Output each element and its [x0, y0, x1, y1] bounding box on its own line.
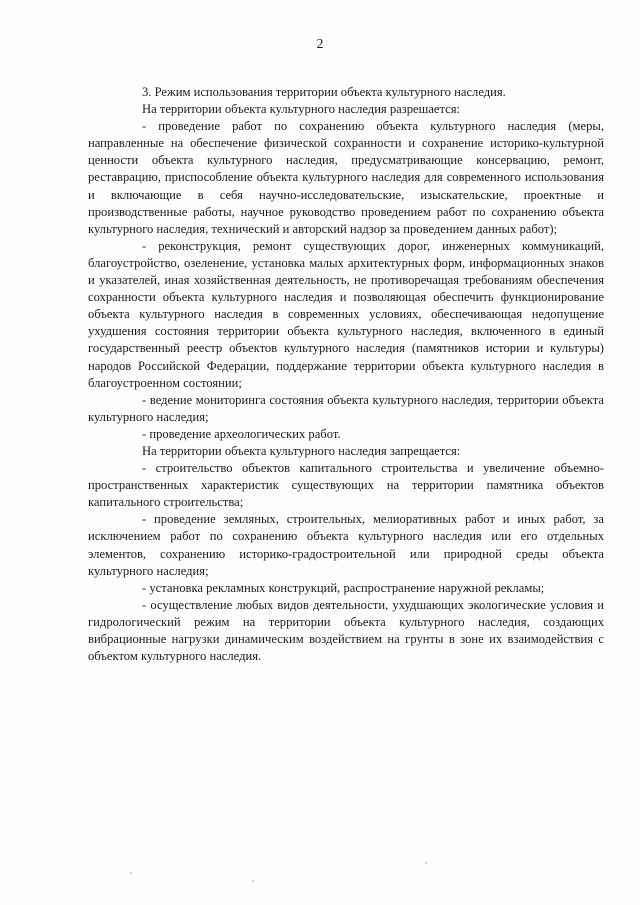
section-heading: 3. Режим использования территории объекта культурного наследия.: [142, 85, 506, 99]
scan-speck: [130, 872, 132, 874]
allowed-item: - ведение мониторинга состояния объекта культурного наследия, территории объекта культурного наследия;: [88, 392, 604, 424]
prohibited-item: - проведение земляных, строительных, мелиоративных работ и иных работ, за исключением работ по сохранению объекта культурного наследия или его отдельных элементов, сохранению историко-градостроительной или природной среды объекта культурного наследия;: [88, 512, 604, 578]
allowed-item: - проведение работ по сохранению объекта культурного наследия (меры, направленные на обеспечение физической сохранности и сохранение историко-культурной ценности объекта культурного наследия, предусматривающие консервацию, ремонт, реставрацию, приспособление объекта культурного наследия для современного использования и включающие в себя научно-исследовательские, изыскательские, проектные и производственные работы, научное руководство проведением работ по сохранению объекта культурного наследия, технический и авторский надзор за проведением данных работ);: [88, 119, 604, 236]
prohibited-item: - осуществление любых видов деятельности, ухудшающих экологические условия и гидрологический режим на территории объекта культурного наследия, создающих вибрационные нагрузки динамическим воздействием на грунты в зоне их взаимодействия с объектом культурного наследия.: [88, 597, 604, 664]
allowed-item: - проведение археологических работ.: [142, 426, 341, 441]
scan-speck: [425, 862, 427, 864]
prohibited-item: - строительство объектов капитального строительства и увеличение объемно-пространственных характеристик существующих на территории памятника объектов капитального строительства;: [88, 461, 604, 510]
allowed-intro: На территории объекта культурного наследия разрешается:: [142, 102, 461, 117]
prohibited-item: - установка рекламных конструкций, распространение наружной рекламы;: [142, 580, 545, 595]
scan-speck: [252, 880, 254, 882]
page-number: 2: [316, 36, 324, 51]
prohibited-intro: На территории объекта культурного наследия запрещается:: [142, 443, 461, 458]
allowed-item: - реконструкция, ремонт существующих дорог, инженерных коммуникаций, благоустройство, озеленение, установка малых архитектурных форм, информационных знаков и указателей, иная хозяйственная деятельность, не противоречащая требованиям обеспечения сохранности объекта культурного наследия и позволяющая обеспечить функционирование объекта культурного наследия в современных условиях, обеспечивающая недопущение ухудшения состояния территории объекта культурного наследия, включенного в единый государственный реестр объектов культурного наследия (памятников истории и культуры) народов Российской Федерации, поддержание территории объекта культурного наследия в благоустроенном состоянии;: [88, 238, 604, 390]
document-body: [88, 84, 604, 665]
